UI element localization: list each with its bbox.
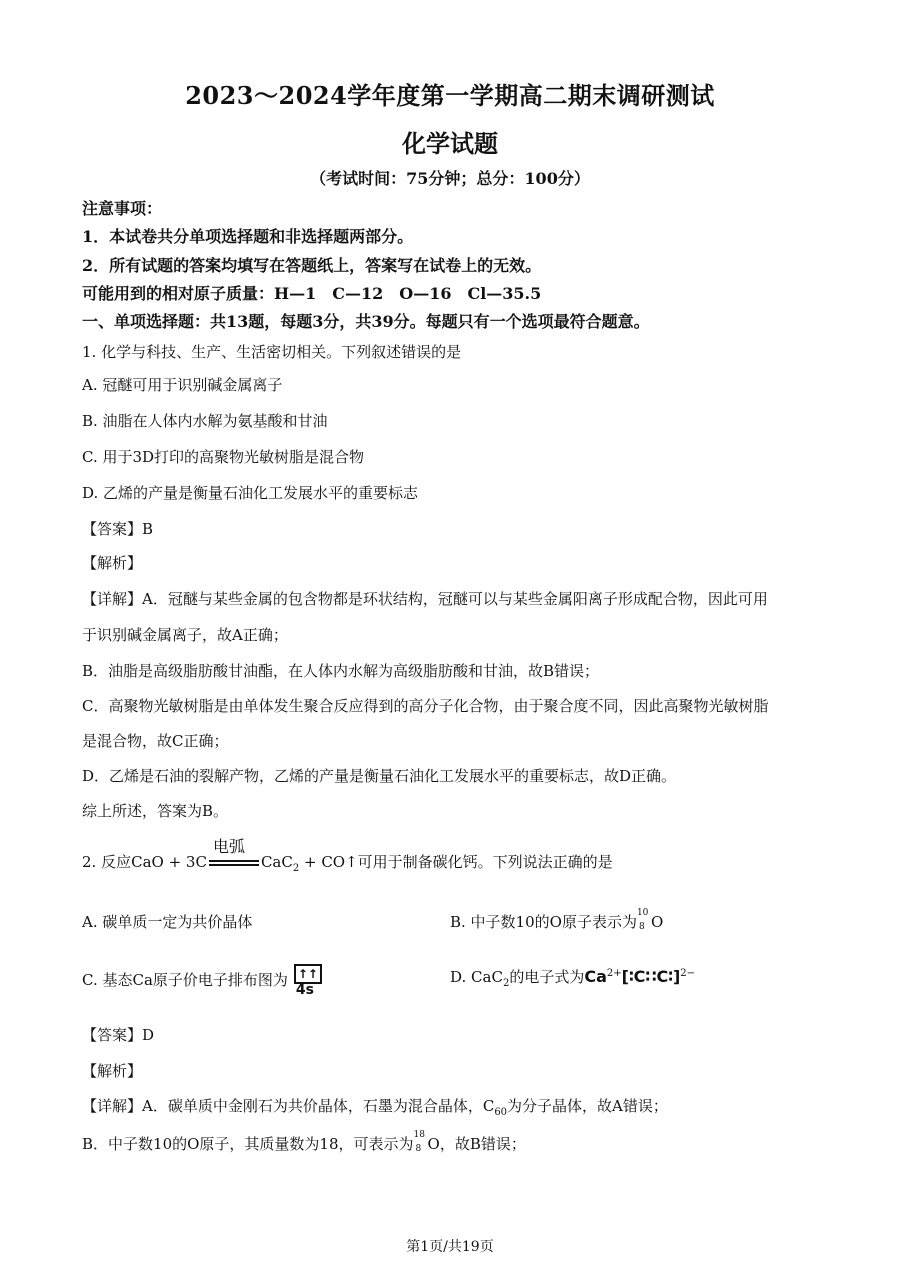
q2-option-b-text: B. 中子数10的O原子表示为 [450,913,637,931]
subject-title: 化学试题 [402,129,498,158]
orbital-diagram [290,962,326,1000]
cation-charge: 2+ [606,968,622,979]
reaction-condition: 电弧 [212,837,245,856]
q2-option-d [450,966,695,989]
q2-option-b [450,908,664,932]
q1-detail-2: 于识别碱金属离子，故A正确； [82,626,288,644]
q2-detail-b-2: ，故B错误； [439,1135,526,1153]
q2-option-c-text: C. 基态Ca原子价电子排布图为 [82,971,288,989]
q1-detail-3: B．油脂是高级脂肪酸甘油酯，在人体内水解为高级脂肪酸和甘油，故B错误； [82,662,600,680]
q1-option-a: A. 冠醚可用于识别碱金属离子 [82,376,283,394]
isotope-notation [636,908,651,932]
orbital-box: ↑↑ [294,964,322,984]
q2-answer: 【答案】D [82,1026,155,1044]
q2-detail-b-1: B．中子数10的O原子，其质量数为18，可表示为 [82,1135,414,1153]
q2-detail-a-sub: 60 [494,1107,508,1118]
q2-stem [82,837,613,874]
mass-number-2: 18 [413,1130,425,1140]
q1-detail-6: D．乙烯是石油的裂解产物，乙烯的产量是衡量石油化工发展水平的重要标志，故D正确。 [82,767,677,785]
equals-bar-top [209,860,259,862]
exam-info: （考试时间：75分钟；总分：100分） [310,169,590,188]
equals-with-condition [209,837,259,870]
q2-detail-a-1: 【详解】A．碳单质中金刚石为共价晶体，石墨为混合晶体，C [82,1097,495,1115]
section-heading: 一、单项选择题：共13题，每题3分，共39分。每题只有一个选项最符合题意。 [82,312,650,331]
notes-heading: 注意事项： [82,199,163,218]
mass-number: 10 [636,908,649,918]
equation-left: CaO + 3C [131,853,207,871]
q2-detail-a [82,1095,668,1118]
q1-answer: 【答案】B [82,520,154,538]
q2-stem-suffix: 可用于制备碳化钙。下列说法正确的是 [357,853,613,871]
q2-option-d-prefix: D. [450,968,472,986]
q1-summary: 综上所述，答案为B。 [82,802,229,820]
q1-detail-4: C．高聚物光敏树脂是由单体发生聚合反应得到的高分子化合物，由于聚合度不同，因此高聚物光敏树脂 [82,697,769,715]
lewis-cation: Ca [584,967,607,986]
notes-item-1: 1．本试卷共分单项选择题和非选择题两部分。 [82,227,414,246]
q1-option-c: C. 用于3D打印的高聚物光敏树脂是混合物 [82,448,365,466]
q2-stem-prefix: 2. 反应 [82,853,132,871]
q2-detail-b [82,1130,526,1154]
lewis-anion: [∶C∷C∶] [621,967,681,986]
atomic-number: 8 [638,922,645,932]
equation-subscript: 2 [292,863,300,874]
q1-analysis: 【解析】 [82,554,143,572]
atomic-number-2: 8 [415,1144,422,1154]
orbital-label: 4s [295,982,314,998]
q1-detail-1: 【详解】A．冠醚与某些金属的包含物都是环状结构，冠醚可以与某些金属阳离子形成配合物，因此可用 [82,590,768,608]
q2-option-a: A. 碳单质一定为共价晶体 [82,913,253,931]
page-number: 第1页/共19页 [406,1239,494,1255]
exam-title: 2023～2024学年度第一学期高二期末调研测试 [185,81,715,110]
q2-option-d-sub: 2 [502,978,510,989]
q1-option-b: B. 油脂在人体内水解为氨基酸和甘油 [82,412,328,430]
q1-detail-5: 是混合物，故C正确； [82,732,229,750]
element-symbol: O [650,913,664,931]
q2-analysis: 【解析】 [82,1062,143,1080]
anion-charge: 2− [680,968,696,979]
atomic-mass-line: 可能用到的相对原子质量：H—1 C—12 O—16 Cl—35.5 [82,284,542,303]
q2-option-c [82,962,326,1000]
q2-detail-a-2: 为分子晶体，故A错误； [507,1097,668,1115]
element-symbol-2: O [427,1135,440,1153]
equation-right-2: + CO↑ [299,853,358,871]
q1-option-d: D. 乙烯的产量是衡量石油化工发展水平的重要标志 [82,484,419,502]
equals-bar-bottom [209,864,259,866]
q2-option-d-formula: CaC [471,968,503,986]
notes-item-2: 2．所有试题的答案均填写在答题纸上，答案写在试卷上的无效。 [82,256,542,275]
isotope-notation-2 [413,1130,428,1154]
equation-right-1: CaC [260,853,293,871]
q1-stem: 1. 化学与科技、生产、生活密切相关。下列叙述错误的是 [82,343,462,361]
q2-option-d-mid: 的电子式为 [509,968,585,986]
